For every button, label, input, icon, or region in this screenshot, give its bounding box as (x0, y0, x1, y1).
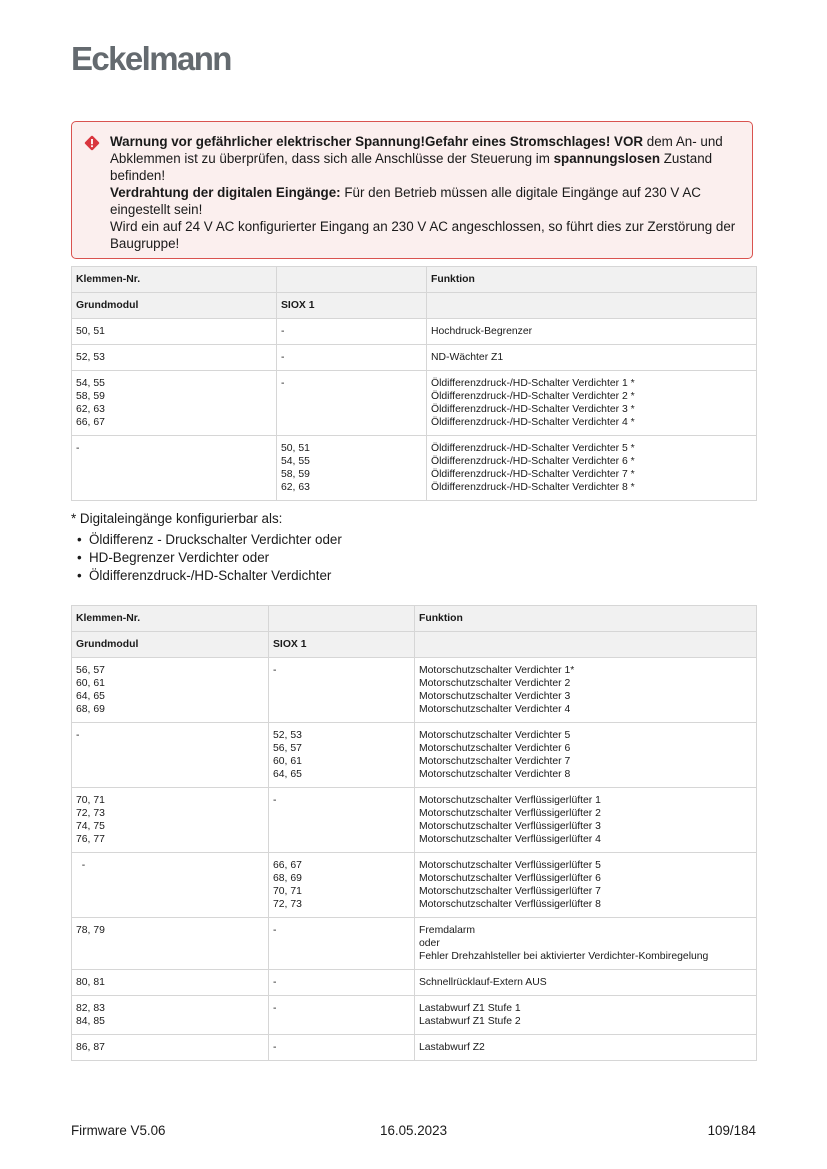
cell-siox (277, 371, 427, 436)
table-header-row (72, 267, 757, 293)
cell-line: - (273, 977, 277, 988)
cell-line: 54, 55 (76, 378, 105, 389)
cell-line: Öldifferenzdruck-/HD-Schalter Verdichter 7 * (431, 469, 635, 480)
cell-siox (269, 1035, 415, 1061)
table-row (72, 970, 757, 996)
cell-line: Motorschutzschalter Verdichter 5 (419, 730, 571, 741)
cell-grundmodul (72, 918, 269, 970)
cell-line: Motorschutzschalter Verdichter 2 (419, 678, 571, 689)
cell-funktion (415, 723, 757, 788)
cell-funktion (427, 371, 757, 436)
cell-line: 58, 59 (281, 469, 310, 480)
cell-grundmodul (72, 723, 269, 788)
cell-line: Öldifferenzdruck-/HD-Schalter Verdichter 4 * (431, 417, 635, 428)
wiring-label: Verdrahtung der digitalen Eingänge: (110, 185, 341, 200)
cell-line: Öldifferenzdruck-/HD-Schalter Verdichter 5 * (431, 443, 635, 454)
cell-line: - (281, 352, 285, 363)
cell-funktion (427, 345, 757, 371)
cell-siox (269, 723, 415, 788)
cell-line: - (281, 378, 285, 389)
warning-vor: VOR (614, 134, 644, 149)
cell-line: 74, 75 (76, 821, 105, 832)
cell-line: - (76, 443, 80, 454)
cell-line: 78, 79 (76, 925, 105, 936)
cell-line: Fremdalarm (419, 925, 476, 936)
cell-line: 50, 51 (281, 443, 310, 454)
header-cell (277, 267, 427, 293)
cell-line: 52, 53 (76, 352, 105, 363)
warning-text (110, 133, 740, 252)
cell-line: 86, 87 (76, 1042, 105, 1053)
cell-line: Hochdruck-Begrenzer (431, 326, 533, 337)
cell-line: Öldifferenzdruck-/HD-Schalter Verdichter 6 * (431, 456, 635, 467)
table-row (72, 723, 757, 788)
cell-line: Lastabwurf Z1 Stufe 2 (419, 1016, 521, 1027)
warning-text-2: Zustand befinden! (110, 151, 713, 183)
cell-funktion (415, 918, 757, 970)
cell-siox (269, 970, 415, 996)
cell-line: Motorschutzschalter Verdichter 7 (419, 756, 571, 767)
header-cell (415, 632, 757, 658)
cell-line: 82, 83 (76, 1003, 105, 1014)
table-2 (71, 605, 757, 1061)
cell-line: - (76, 730, 80, 741)
table-row (72, 788, 757, 853)
cell-siox (269, 996, 415, 1035)
cell-funktion (415, 658, 757, 723)
cell-line: - (281, 326, 285, 337)
cell-siox (269, 853, 415, 918)
cell-grundmodul (72, 1035, 269, 1061)
cell-funktion (415, 996, 757, 1035)
cell-line: 72, 73 (76, 808, 105, 819)
cell-line: 62, 63 (76, 404, 105, 415)
cell-line: Öldifferenzdruck-/HD-Schalter Verdichter 2 * (431, 391, 635, 402)
note-list-item: • Öldifferenzdruck-/HD-Schalter Verdichter (77, 567, 342, 585)
cell-line: 72, 73 (273, 899, 302, 910)
warning-spannungslosen: spannungslosen (553, 151, 661, 166)
cell-line: Motorschutzschalter Verflüssigerlüfter 5 (419, 860, 601, 871)
cell-line: Motorschutzschalter Verflüssigerlüfter 7 (419, 886, 601, 897)
table-2-body (72, 606, 757, 1061)
table-row (72, 658, 757, 723)
table-row (72, 436, 757, 501)
cell-line: - (76, 860, 86, 871)
cell-line: - (273, 925, 277, 936)
cell-line: Motorschutzschalter Verflüssigerlüfter 3 (419, 821, 601, 832)
header-cell: Klemmen-Nr. (72, 606, 269, 632)
table-1-body (72, 267, 757, 501)
cell-line: 64, 65 (273, 769, 302, 780)
note-list-item: • Öldifferenz - Druckschalter Verdichter oder (77, 531, 342, 549)
cell-line: Motorschutzschalter Verflüssigerlüfter 6 (419, 873, 601, 884)
footer-page: 109/184 (707, 1123, 756, 1138)
cell-line: 66, 67 (273, 860, 302, 871)
wiring-text-2: Wird ein auf 24 V AC konfigurierter Eingang an 230 V AC angeschlossen, so führt dies zur Zerstörung der Baugruppe! (110, 219, 736, 251)
cell-siox (277, 436, 427, 501)
cell-siox (277, 319, 427, 345)
cell-grundmodul (72, 658, 269, 723)
header-cell: Klemmen-Nr. (72, 267, 277, 293)
cell-line: Motorschutzschalter Verdichter 6 (419, 743, 571, 754)
cell-line: Motorschutzschalter Verflüssigerlüfter 2 (419, 808, 601, 819)
cell-line: 70, 71 (273, 886, 302, 897)
cell-line: Motorschutzschalter Verflüssigerlüfter 8 (419, 899, 601, 910)
cell-line: Öldifferenzdruck-/HD-Schalter Verdichter 3 * (431, 404, 635, 415)
cell-line: ND-Wächter Z1 (431, 352, 504, 363)
cell-line: 62, 63 (281, 482, 310, 493)
cell-line: 70, 71 (76, 795, 105, 806)
cell-grundmodul (72, 319, 277, 345)
cell-funktion (415, 1035, 757, 1061)
note-text: * Digitaleingänge konfigurierbar als: (71, 511, 283, 526)
cell-grundmodul (72, 853, 269, 918)
cell-line: 52, 53 (273, 730, 302, 741)
cell-line: 64, 65 (76, 691, 105, 702)
cell-grundmodul (72, 371, 277, 436)
cell-funktion (427, 436, 757, 501)
note-list-item: • HD-Begrenzer Verdichter oder (77, 549, 342, 567)
table-row (72, 996, 757, 1035)
cell-line: 68, 69 (273, 873, 302, 884)
cell-grundmodul (72, 436, 277, 501)
cell-line: 60, 61 (76, 678, 105, 689)
cell-line: 56, 57 (76, 665, 105, 676)
cell-grundmodul (72, 345, 277, 371)
cell-line: 66, 67 (76, 417, 105, 428)
header-cell: SIOX 1 (269, 632, 415, 658)
cell-line: - (273, 1003, 277, 1014)
warning-title: Warnung vor gefährlicher elektrischer Spannung!Gefahr eines Stromschlages! (110, 134, 611, 149)
table-row (72, 1035, 757, 1061)
table-row (72, 918, 757, 970)
table-row (72, 345, 757, 371)
cell-line: Motorschutzschalter Verdichter 3 (419, 691, 571, 702)
cell-line: Lastabwurf Z2 (419, 1042, 485, 1053)
table-header-row (72, 293, 757, 319)
table-row (72, 371, 757, 436)
cell-grundmodul (72, 996, 269, 1035)
table-header-row (72, 632, 757, 658)
cell-line: - (273, 1042, 277, 1053)
table-row (72, 319, 757, 345)
cell-grundmodul (72, 788, 269, 853)
cell-line: oder (419, 938, 440, 949)
note-list (77, 531, 342, 585)
cell-line: 56, 57 (273, 743, 302, 754)
cell-line: Schnellrücklauf-Extern AUS (419, 977, 547, 988)
cell-line: Lastabwurf Z1 Stufe 1 (419, 1003, 521, 1014)
warning-text-1: dem An- und Abklemmen ist zu überprüfen, dass sich alle Anschlüsse der Steuerung im (110, 134, 723, 166)
cell-line: Öldifferenzdruck-/HD-Schalter Verdichter 1 * (431, 378, 635, 389)
cell-line: Motorschutzschalter Verdichter 1* (419, 665, 575, 676)
cell-line: 50, 51 (76, 326, 105, 337)
header-cell: Grundmodul (72, 632, 269, 658)
wiring-text: Für den Betrieb müssen alle digitale Eingänge auf 230 V AC eingestellt sein! (110, 185, 701, 217)
cell-siox (269, 788, 415, 853)
cell-line: 84, 85 (76, 1016, 105, 1027)
cell-line: - (273, 795, 277, 806)
cell-funktion (415, 970, 757, 996)
cell-line: Motorschutzschalter Verflüssigerlüfter 1 (419, 795, 601, 806)
header-cell: Funktion (427, 267, 757, 293)
footer-date: 16.05.2023 (380, 1123, 448, 1138)
cell-line: 58, 59 (76, 391, 105, 402)
cell-funktion (415, 788, 757, 853)
cell-grundmodul (72, 970, 269, 996)
cell-siox (269, 918, 415, 970)
footer-firmware: Firmware V5.06 (71, 1123, 166, 1138)
header-cell: SIOX 1 (277, 293, 427, 319)
cell-funktion (427, 319, 757, 345)
warning-diamond-icon (84, 135, 100, 151)
cell-line: Öldifferenzdruck-/HD-Schalter Verdichter 8 * (431, 482, 635, 493)
cell-line: Motorschutzschalter Verflüssigerlüfter 4 (419, 834, 601, 845)
header-cell: Funktion (415, 606, 757, 632)
cell-line: 68, 69 (76, 704, 105, 715)
brand-logo: Eckelmann (71, 40, 231, 77)
cell-line: Motorschutzschalter Verdichter 4 (419, 704, 571, 715)
cell-line: 76, 77 (76, 834, 105, 845)
cell-line: 80, 81 (76, 977, 105, 988)
header-cell (427, 293, 757, 319)
cell-siox (277, 345, 427, 371)
cell-line: Fehler Drehzahlsteller bei aktivierter Verdichter-Kombiregelung (419, 951, 709, 962)
table-1 (71, 266, 757, 501)
warning-box (71, 121, 753, 259)
header-cell (269, 606, 415, 632)
cell-funktion (415, 853, 757, 918)
cell-line: 60, 61 (273, 756, 302, 767)
cell-line: - (273, 665, 277, 676)
table-row (72, 853, 757, 918)
cell-siox (269, 658, 415, 723)
cell-line: 54, 55 (281, 456, 310, 467)
table-header-row (72, 606, 757, 632)
header-cell: Grundmodul (72, 293, 277, 319)
cell-line: Motorschutzschalter Verdichter 8 (419, 769, 571, 780)
